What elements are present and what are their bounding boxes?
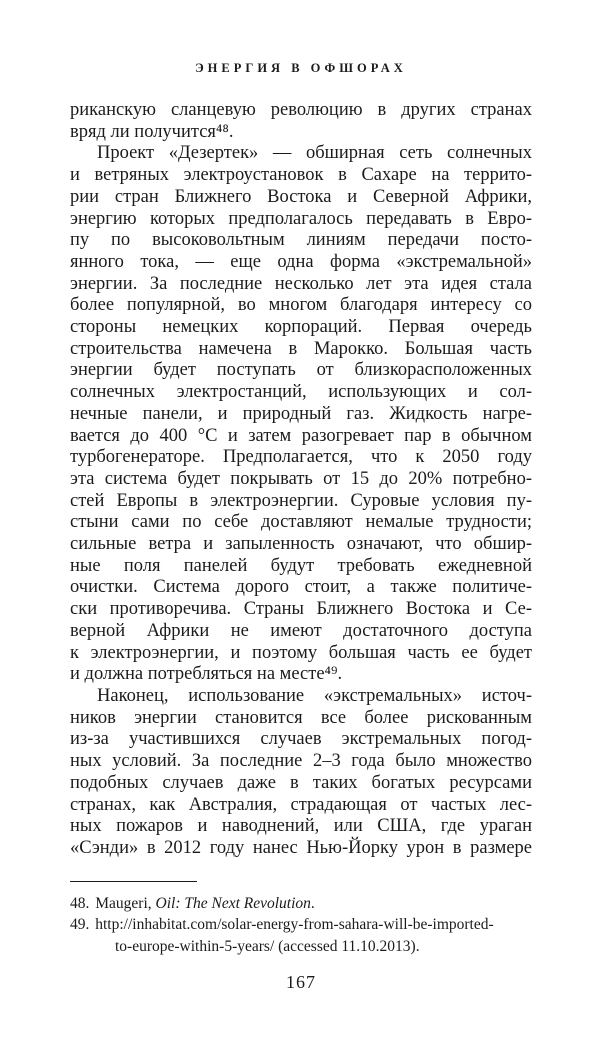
footnote-49 — [70, 914, 532, 936]
body-line: энергии. За последние несколько лет эта идея стала — [70, 273, 532, 294]
body-line: верной Африки не имеют достаточного доступа — [70, 620, 532, 641]
footnote-text: Maugeri, — [95, 894, 156, 912]
body-line: ных пожаров и наводнений, или США, где ураган — [70, 816, 532, 837]
body-line: к электроэнергии, и поэтому большая часть ее будет — [70, 642, 532, 663]
footnote-49-continuation — [70, 936, 532, 958]
footnotes — [70, 893, 532, 958]
body-line: риканскую сланцевую революцию в других странах — [70, 100, 532, 120]
body-line: из-за участившихся случаев экстремальных погод- — [70, 729, 532, 750]
page-number: 167 — [286, 972, 316, 993]
footnote-text-italic: Oil: The Next Revolution — [155, 894, 311, 912]
body-line: ников энергии становится все более рискованным — [70, 707, 532, 728]
body-line: рии стран Ближнего Востока и Северной Африки, — [70, 186, 532, 207]
footnote-url: http://inhabitat.com/solar-energy-from-sahara-will-be-imported- — [95, 916, 494, 934]
footnote-number: 48. — [70, 894, 90, 912]
footnote-separator-rule — [70, 881, 197, 882]
paragraph — [70, 100, 532, 143]
body-line: Наконец, использование «экстремальных» источ- — [97, 685, 532, 706]
body-line: ные поля панелей будут требовать ежедневной — [70, 555, 532, 576]
paragraph — [70, 686, 532, 860]
body-line: пу по высоковольтным линиям передачи посто- — [70, 230, 532, 251]
paragraph — [70, 143, 532, 686]
body-line: стороны немецких корпораций. Первая очередь — [70, 317, 532, 338]
body-line: турбогенераторе. Предполагается, что к 2050 году — [70, 447, 532, 468]
body-line: странах, как Австралия, страдающая от частых лес- — [70, 794, 532, 815]
body-line: более популярной, во многом благодаря интересу со — [70, 295, 532, 316]
body-line: янного тока, — еще одна форма «экстремальной» — [70, 251, 532, 272]
body-text — [70, 100, 532, 860]
body-line: подобных случаев даже в таких богатых ресурсами — [70, 772, 532, 793]
body-line: очистки. Система дорого стоит, а также политиче- — [70, 577, 532, 598]
body-line: строительства намечена в Марокко. Большая часть — [70, 338, 532, 359]
footnote-48 — [70, 893, 532, 915]
body-line: вается до 400 °С и затем разогревает пар в обычном — [70, 425, 532, 446]
body-line: энергию которых предполагалось передавать в Евро- — [70, 208, 532, 229]
body-line: нечные панели, и природный газ. Жидкость нагре- — [70, 403, 532, 424]
body-line: и ветряных электроустановок в Сахаре на террито- — [70, 165, 532, 186]
body-line: ски противоречива. Страны Ближнего Востока и Се- — [70, 599, 532, 620]
footnote-number: 49. — [70, 916, 90, 934]
running-header: ЭНЕРГИЯ В ОФШОРАХ — [195, 61, 407, 75]
body-line: энергии будет поступать от близкорасположенных — [70, 360, 532, 381]
body-line: солнечных электростанций, использующих и сол- — [70, 382, 532, 403]
footnote-text: to-europe-within-5-years/ (accessed 11.10.2013). — [115, 937, 420, 955]
body-line: ных условий. За последние 2–3 года было множество — [70, 751, 532, 772]
body-line: эта система будет покрывать от 15 до 20% потребно- — [70, 468, 532, 489]
body-line: Проект «Дезертек» — обширная сеть солнечных — [97, 143, 532, 164]
body-line: и должна потребляться на месте⁴⁹. — [70, 664, 343, 685]
body-line: «Сэнди» в 2012 году нанес Нью-Йорку урон в размере — [70, 837, 532, 858]
body-line: сильные ветра и запыленность означают, что обшир- — [70, 534, 532, 555]
body-line: стей Европы в электроэнергии. Суровые условия пу- — [70, 490, 532, 511]
body-line: стыни сами по себе доставляют немалые трудности; — [70, 512, 532, 533]
footnote-text: . — [310, 894, 315, 912]
body-line: вряд ли получится⁴⁸. — [70, 121, 234, 142]
